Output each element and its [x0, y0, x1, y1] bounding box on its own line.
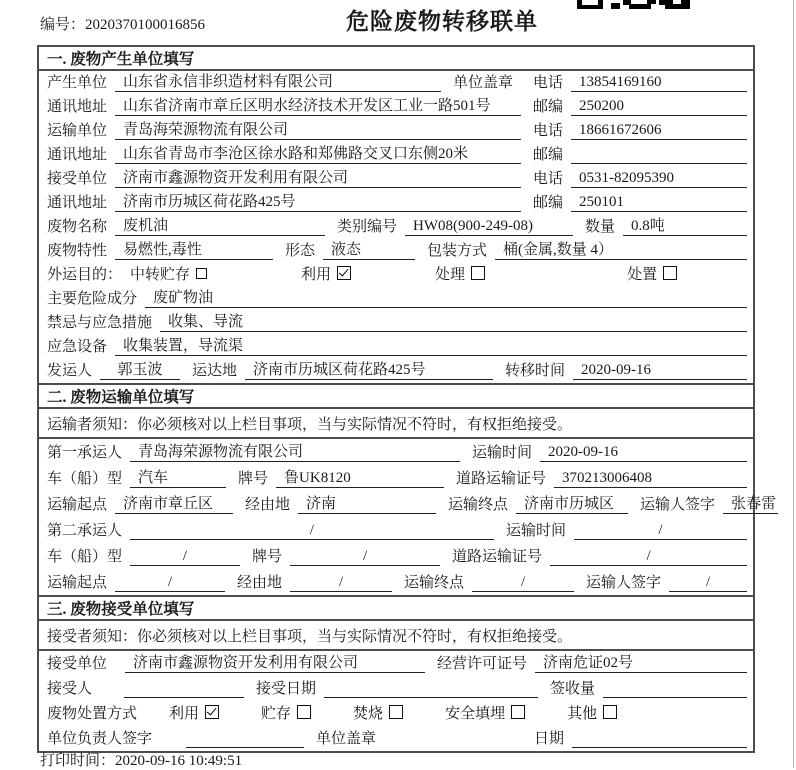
receiver-address-label: 通讯地址	[47, 195, 108, 211]
responsible-sign-value	[186, 747, 304, 748]
dispose-checkbox	[663, 266, 677, 280]
transfer-purpose-row	[39, 263, 753, 287]
route-row-1	[39, 491, 777, 517]
purpose-option-utilize	[301, 263, 351, 284]
route-end-value: 济南市历城区	[516, 492, 628, 514]
disposal-option-storage	[261, 702, 311, 723]
dispatch-row	[39, 359, 753, 383]
hazard-label: 主要危险成分	[47, 291, 138, 307]
section1-title: 一. 废物产生单位填写	[39, 47, 753, 71]
page-edge-line	[793, 0, 794, 768]
waste-name-label: 废物名称	[47, 219, 108, 235]
waste-name-value: 废机油	[115, 214, 325, 236]
purpose-option-transit-storage	[130, 263, 207, 284]
destination-value: 济南市历城区荷花路425号	[245, 358, 493, 380]
print-time-label: 打印时间：	[40, 753, 116, 769]
producer-zip-label: 邮编	[532, 99, 563, 115]
producer-zip-value: 250200	[571, 98, 747, 116]
carrier-sign-value: 张春雷	[723, 492, 778, 514]
plate-value: 鲁UK8120	[276, 466, 444, 488]
accepting-unit-label: 接受单位	[47, 656, 108, 672]
route-start2-label: 运输起点	[47, 575, 108, 591]
hazard-value: 废矿物油	[145, 286, 747, 308]
waste-form-label: 形态	[285, 243, 316, 259]
disposal-option-incinerate	[353, 702, 403, 723]
accepting-unit-value: 济南市鑫源物资开发利用有限公司	[125, 651, 425, 673]
purpose-option-treat	[435, 263, 485, 284]
vehicle-type2-value: /	[130, 548, 240, 566]
receiver-zip-value: 250101	[571, 194, 747, 212]
transfer-time-label: 转移时间	[505, 363, 566, 379]
disposal-option-label: 安全填埋	[445, 706, 506, 722]
transport-time-value: 2020-09-16	[540, 444, 747, 462]
disposal-incinerate-checkbox	[389, 705, 403, 719]
road-permit-value: 370213006408	[554, 470, 747, 488]
producer-seal-label: 单位盖章	[453, 75, 514, 91]
carrier-sign-label: 运输人签字	[640, 497, 716, 513]
purpose-option-label: 处理	[435, 267, 466, 283]
equipment-label: 应急设备	[47, 339, 108, 355]
qr-code-fragment	[577, 0, 690, 9]
purpose-option-label: 利用	[301, 267, 332, 283]
route-start-label: 运输起点	[47, 497, 108, 513]
vehicle-row-1	[39, 465, 753, 491]
receiver-notice-text: 接受者须知：你必须核对以上栏目事项，当与实际情况不符时，有权拒绝接受。	[47, 628, 573, 645]
route-end2-value: /	[472, 574, 574, 592]
transport-time2-label: 运输时间	[506, 523, 567, 539]
road-permit2-value: /	[550, 548, 747, 566]
transfer-manifest-form	[37, 45, 777, 753]
via2-label: 经由地	[237, 575, 283, 591]
transporter-notice-text: 运输者须知：你必须核对以上栏目事项，当与实际情况不符时，有权拒绝接受。	[47, 416, 573, 433]
responsible-signature-row	[39, 726, 753, 751]
dispatcher-value: 郭玉波	[100, 358, 180, 380]
waste-traits-label: 废物特性	[47, 243, 108, 259]
producer-address-row	[39, 95, 753, 119]
serial-value: 2020370100016856	[85, 17, 206, 33]
producer-address-value: 山东省济南市章丘区明水经济技术开发区工业一路501号	[115, 94, 521, 116]
route-start-value: 济南市章丘区	[115, 492, 233, 514]
transporter-row	[39, 119, 753, 143]
receiver-row	[39, 167, 753, 191]
transporter-phone-value: 18661672606	[571, 122, 747, 140]
measures-label: 禁忌与应急措施	[47, 315, 153, 331]
transit-storage-checkbox	[196, 268, 207, 279]
accept-date-value	[324, 697, 538, 698]
vehicle-type2-label: 车（船）型	[47, 549, 123, 565]
waste-category-value: HW08(900-249-08)	[405, 218, 573, 236]
transporter-value: 青岛海荣源物流有限公司	[115, 118, 521, 140]
route-start2-value: /	[115, 574, 225, 592]
section2-title: 二. 废物运输单位填写	[39, 383, 753, 409]
producer-value: 山东省永信非织造材料有限公司	[115, 70, 441, 92]
purpose-label: 外运目的：	[47, 267, 123, 283]
dispatcher-label: 发运人	[47, 363, 93, 379]
receiver-label: 接受单位	[47, 171, 108, 187]
carrier-sign2-value: /	[669, 574, 747, 592]
disposal-option-landfill	[445, 702, 525, 723]
plate2-label: 牌号	[252, 549, 283, 565]
receiver-phone-label: 电话	[532, 171, 563, 187]
purpose-option-label: 中转贮存	[130, 267, 191, 283]
license-value: 济南危证02号	[535, 651, 747, 673]
transport-time2-value: /	[574, 522, 747, 540]
purpose-option-dispose	[627, 263, 677, 284]
receiver-zip-label: 邮编	[532, 195, 563, 211]
disposal-landfill-checkbox	[511, 705, 525, 719]
producer-address-label: 通讯地址	[47, 99, 108, 115]
print-time	[40, 749, 242, 770]
signed-amount-value	[603, 697, 747, 698]
transfer-time-value: 2020-09-16	[573, 362, 747, 380]
receiver-address-value: 济南市历城区荷花路425号	[115, 190, 521, 212]
accept-date-label: 接受日期	[256, 681, 317, 697]
producer-label: 产生单位	[47, 75, 108, 91]
waste-quantity-value: 0.8吨	[623, 214, 747, 236]
waste-form-value: 液态	[323, 238, 415, 260]
transport-time-label: 运输时间	[472, 445, 533, 461]
second-carrier-row	[39, 517, 753, 543]
disposal-label: 废物处置方式	[47, 706, 138, 722]
unit-seal-label: 单位盖章	[316, 731, 377, 747]
receiver-phone-value: 0531-82095390	[571, 170, 747, 188]
signed-amount-label: 签收量	[550, 681, 596, 697]
second-carrier-value: /	[130, 522, 494, 540]
disposal-option-label: 利用	[169, 706, 200, 722]
via-value: 济南	[298, 492, 436, 514]
measures-value: 收集、导流	[160, 310, 747, 332]
accepting-unit-row	[39, 651, 753, 676]
via-label: 经由地	[245, 497, 291, 513]
responsible-sign-label: 单位负责人签字	[47, 731, 153, 747]
transporter-phone-label: 电话	[532, 123, 563, 139]
plate2-value: /	[290, 548, 440, 566]
route-end2-label: 运输终点	[404, 575, 465, 591]
first-carrier-label: 第一承运人	[47, 445, 123, 461]
vehicle-type-value: 汽车	[130, 466, 226, 488]
disposal-option-label: 贮存	[261, 706, 292, 722]
waste-category-label: 类别编号	[337, 219, 398, 235]
receiver-notice-row	[39, 621, 753, 651]
destination-label: 运达地	[192, 363, 238, 379]
date-label: 日期	[534, 731, 565, 747]
waste-quantity-label: 数量	[585, 219, 616, 235]
page-title: 危险废物转移联单	[346, 9, 538, 34]
disposal-other-checkbox	[603, 705, 617, 719]
vehicle-type-label: 车（船）型	[47, 471, 123, 487]
transporter-label: 运输单位	[47, 123, 108, 139]
plate-label: 牌号	[238, 471, 269, 487]
disposal-option-label: 焚烧	[353, 706, 384, 722]
print-time-value: 2020-09-16 10:49:51	[115, 753, 243, 769]
carrier-sign2-label: 运输人签字	[586, 575, 662, 591]
utilize-checkbox	[337, 266, 351, 280]
acceptor-label: 接受人	[47, 681, 93, 697]
producer-row	[39, 71, 753, 95]
packing-value: 桶(金属,数量 4）	[495, 238, 747, 260]
date-value	[572, 747, 747, 748]
producer-phone-value: 13854169160	[571, 74, 747, 92]
transporter-address-value: 山东省青岛市李沧区徐水路和郑佛路交叉口东侧20米	[115, 142, 521, 164]
disposal-storage-checkbox	[297, 705, 311, 719]
route-end-label: 运输终点	[448, 497, 509, 513]
hazard-components-row	[39, 287, 753, 311]
receiver-address-row	[39, 191, 753, 215]
disposal-option-label: 其他	[567, 706, 598, 722]
treat-checkbox	[471, 266, 485, 280]
waste-traits-value: 易燃性,毒性	[115, 238, 273, 260]
transporter-address-row	[39, 143, 753, 167]
transporter-zip-value	[571, 163, 747, 164]
second-carrier-label: 第二承运人	[47, 523, 123, 539]
purpose-option-label: 处置	[627, 267, 658, 283]
waste-traits-row	[39, 239, 753, 263]
receiver-value: 济南市鑫源物资开发利用有限公司	[115, 166, 521, 188]
transporter-address-label: 通讯地址	[47, 147, 108, 163]
road-permit-label: 道路运输证号	[456, 471, 547, 487]
road-permit2-label: 道路运输证号	[452, 549, 543, 565]
acceptance-row	[39, 676, 753, 701]
serial-label: 编号：	[40, 17, 86, 33]
producer-phone-label: 电话	[532, 75, 563, 91]
route-row-2	[39, 569, 753, 595]
via2-value: /	[290, 574, 392, 592]
disposal-utilize-checkbox	[205, 705, 219, 719]
disposal-method-row	[39, 701, 753, 726]
emergency-equipment-row	[39, 335, 753, 359]
section3-title: 三. 废物接受单位填写	[39, 595, 753, 621]
transporter-zip-label: 邮编	[532, 147, 563, 163]
equipment-value: 收集装置，导流渠	[115, 334, 747, 356]
first-carrier-row	[39, 439, 753, 465]
disposal-option-other	[567, 702, 617, 723]
transporter-notice-row	[39, 409, 753, 439]
first-carrier-value: 青岛海荣源物流有限公司	[130, 440, 460, 462]
packing-label: 包装方式	[427, 243, 488, 259]
acceptor-value	[124, 697, 244, 698]
emergency-measures-row	[39, 311, 753, 335]
waste-name-row	[39, 215, 753, 239]
disposal-option-utilize	[169, 702, 219, 723]
vehicle-row-2	[39, 543, 753, 569]
license-label: 经营许可证号	[437, 656, 528, 672]
